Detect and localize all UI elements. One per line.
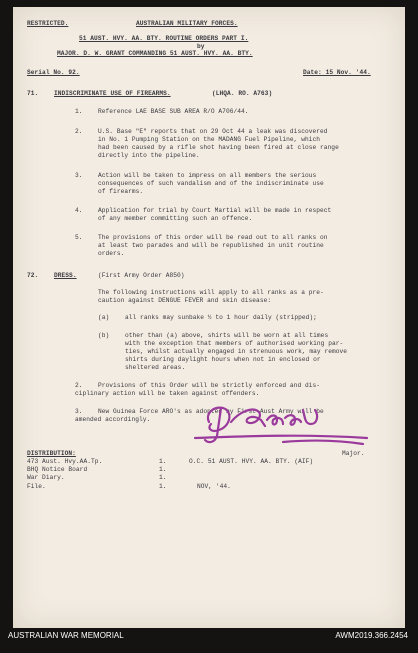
intro-line: caution against DENGUE FEVER and skin disease: <box>98 297 272 304</box>
handwritten-signature <box>187 392 372 454</box>
commander-line: MAJOR. D. W. GRANT COMMANDING 51 AUST. HVY. AA. BTY. <box>57 50 253 57</box>
signatory-rank: Major. <box>342 450 365 457</box>
item-line: New Guinea Force ARO's as adopted by First Aust Army will be <box>98 408 324 415</box>
document-page <box>13 7 405 628</box>
section-71-number: 71. <box>27 90 39 97</box>
subitem-line: sheltered areas. <box>125 364 186 371</box>
item-number: 4. <box>75 207 83 214</box>
subitem-line: with the exception that members of authorised working par- <box>125 340 344 347</box>
item-number: 3. <box>75 408 83 415</box>
item-line: amended accordingly. <box>75 416 151 423</box>
item-number: 5. <box>75 234 83 241</box>
item-line: orders. <box>98 250 125 257</box>
item-line: The provisions of this order will be read out to all ranks on <box>98 234 328 241</box>
item-number: 1. <box>75 108 83 115</box>
serial-number: Serial No. 92. <box>27 69 80 76</box>
item-line: U.S. Base "E" reports that on 29 Oct 44 a leak was discovered <box>98 128 328 135</box>
item-number: 2. <box>75 128 83 135</box>
section-72-number: 72. <box>27 272 39 279</box>
subitem-line: shirts during daylight hours when not in enclosed or <box>125 356 321 363</box>
intro-line: The following instructions will apply to all ranks as a pre- <box>98 289 324 296</box>
distribution-name: File. <box>27 483 46 490</box>
item-line: consequences of such vandalism and of the indiscriminate use <box>98 180 324 187</box>
distribution-heading: DISTRIBUTION: <box>27 450 76 457</box>
item-line: had been caused by a rifle shot having been fired at close range <box>98 144 339 151</box>
item-line: directly into the pipeline. <box>98 152 200 159</box>
subitem-line: other than (a) above, shirts will be worn at all times <box>125 332 329 339</box>
distribution-name: War Diary. <box>27 474 65 481</box>
item-number: 3. <box>75 172 83 179</box>
distribution-count: 1. <box>159 483 167 490</box>
section-71-reference: (LHQA. RO. A763) <box>212 90 273 97</box>
subitem-line: ties, whilst actually engaged in strenuous work, may remove <box>125 348 348 355</box>
distribution-name: BHQ Notice Board <box>27 466 88 473</box>
item-line: of firearms. <box>98 188 144 195</box>
item-line: Provisions of this Order will be strictly enforced and dis- <box>98 382 321 389</box>
by-line: by <box>197 43 205 50</box>
section-71-heading: INDISCRIMINATE USE OF FIREARMS. <box>54 90 171 97</box>
restricted-marking: RESTRICTED. <box>27 20 69 27</box>
distribution-count: 1. <box>159 474 167 481</box>
subitem-line: all ranks may sunbake ½ to 1 hour daily (stripped); <box>125 314 317 321</box>
footer-accession: AWM2019.366.2454 <box>335 631 408 640</box>
item-line: ciplinary action will be taken against offenders. <box>75 390 260 397</box>
item-line: Application for trial by Court Martial will be made in respect <box>98 207 332 214</box>
item-line: of any member committing such an offence. <box>98 215 253 222</box>
signatory-title: O.C. 51 AUST. HVY. AA. BTY. (AIF) <box>189 458 314 465</box>
orders-title: 51 AUST. HVY. AA. BTY. ROUTINE ORDERS PART I. <box>79 35 249 42</box>
subitem-label: (b) <box>98 332 110 339</box>
distribution-count: 1. <box>159 458 167 465</box>
signature-date: NOV, '44. <box>197 483 231 490</box>
item-line: in No. 1 Pumping Station on the MADANG Fuel Pipeline, which <box>98 136 321 143</box>
item-line: Action will be taken to impress on all members the serious <box>98 172 317 179</box>
item-number: 2. <box>75 382 83 389</box>
order-date: Date: 15 Nov. '44. <box>303 69 371 76</box>
section-72-heading: DRESS. <box>54 272 77 279</box>
distribution-count: 1. <box>159 466 167 473</box>
item-line: Reference LAE BASE SUB AREA R/O A706/44. <box>98 108 249 115</box>
distribution-name: 473 Aust. Hvy.AA.Tp. <box>27 458 103 465</box>
footer-institution: AUSTRALIAN WAR MEMORIAL <box>8 631 124 640</box>
forces-title: AUSTRALIAN MILITARY FORCES. <box>136 20 238 27</box>
section-72-reference: (First Army Order A850) <box>98 272 185 279</box>
subitem-label: (a) <box>98 314 110 321</box>
item-line: at least two parades and will be republished in unit routine <box>98 242 324 249</box>
